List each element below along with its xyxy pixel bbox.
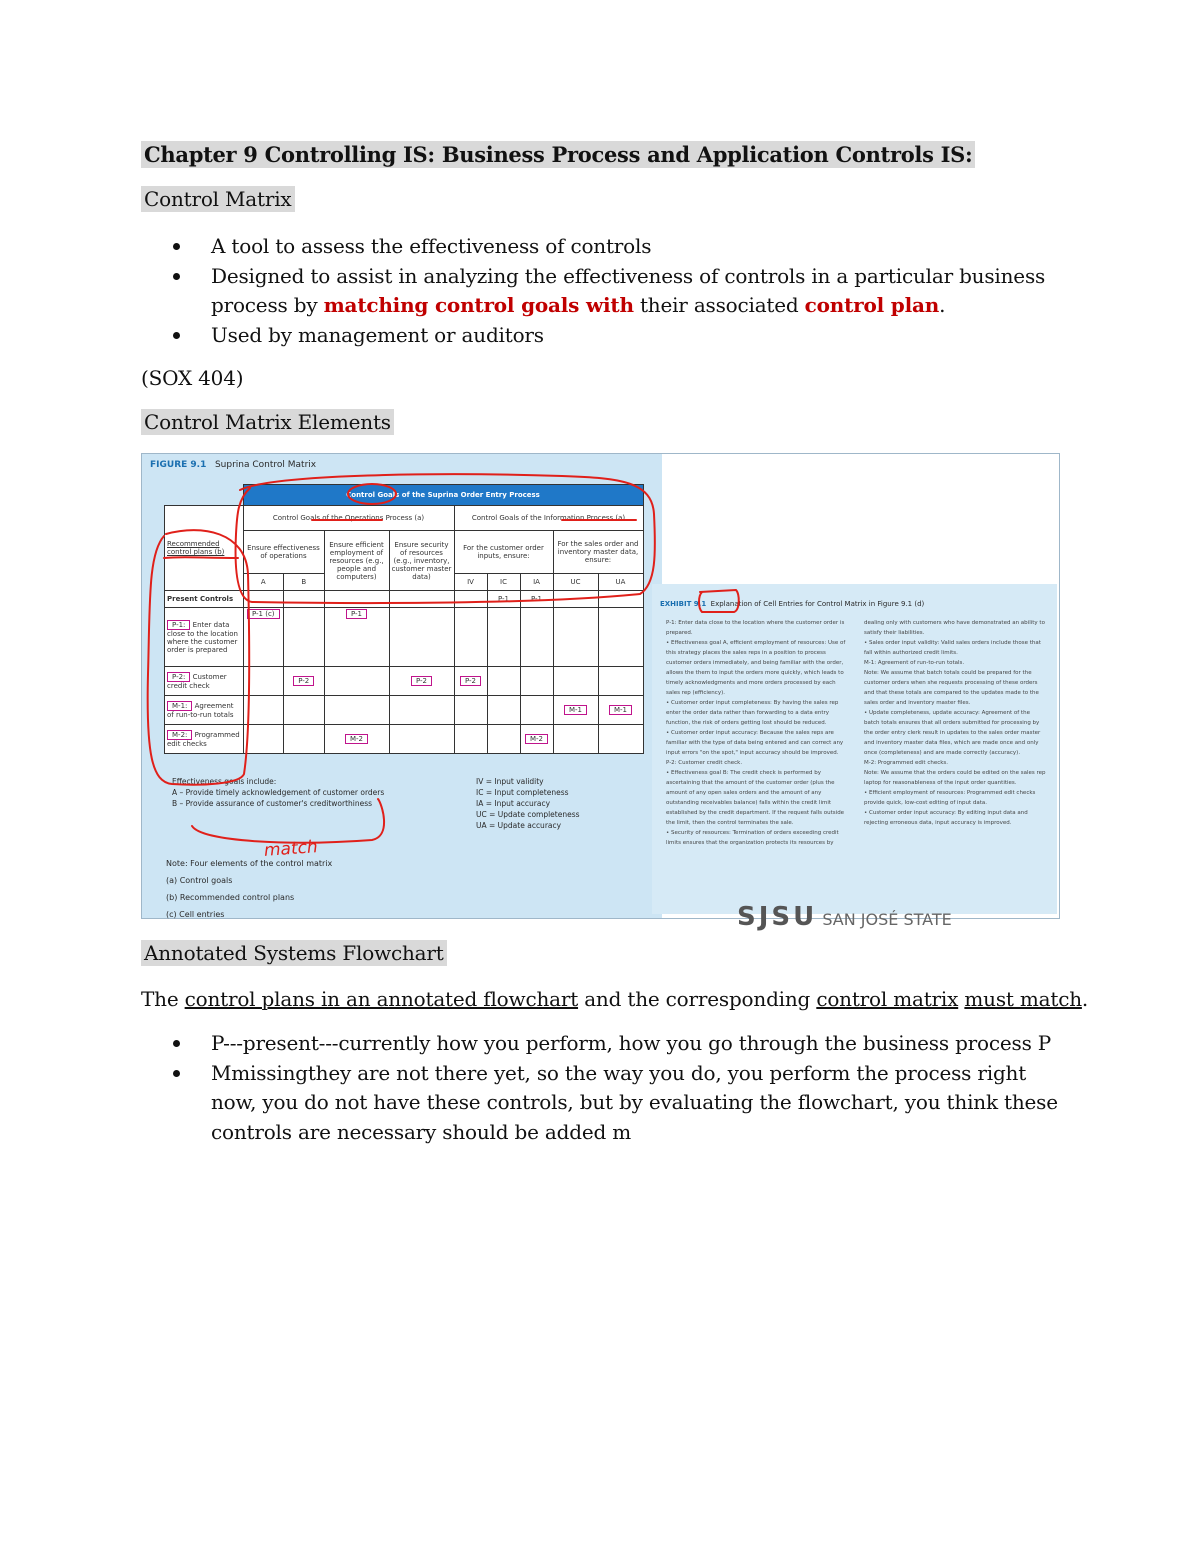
figure-title: FIGURE 9.1 Suprina Control Matrix: [150, 460, 317, 470]
recommended-underline: [164, 557, 238, 558]
flowchart-bullets: [170, 1029, 1070, 1147]
sjsu-watermark: SJSU SAN JOSÉ STATE: [737, 902, 952, 932]
list-item: Used by management or auditors: [170, 321, 1070, 351]
info-header: Control Goals of the Information Process (a): [454, 506, 643, 531]
table-row: P-2: Customer credit check: [165, 667, 244, 696]
table-row: M-2: Programmed edit checks: [165, 725, 244, 754]
flowchart-paragraph: The control plans in an annotated flowchart and the corresponding control matrix must match.: [141, 987, 1089, 1011]
exhibit-column-2: dealing only with customers who have demonstrated an ability to satisfy their liabilities. • Sales order input validity: Valid sales orders include those that fall within authorized credit limits. M-1: Agreement of run-to-run totals. Note: We assume that batch totals could be prepared for the customer orders when she requests processing of these orders and that these totals are compared to the updates made to the sales order and inventory master files. • Update completeness, update accuracy: Agreement of the batch totals ensures that all orders submitted for processing by the order entry clerk result in updates to the sales order master and inventory master data files, which are made once and only once (completeness) and are made correctly (accuracy). M-2: Programmed edit checks. Note: We assume that the orders could be edited on the sales rep laptop for reasonableness of the input order quantities. • Efficient employment of resources: Programmed edit checks provide quick, low-cost editing of input data. • Customer order input accuracy: By editing input data and rejecting erroneous data, input accuracy is improved.: [864, 620, 1046, 826]
exhibit-circle: [699, 590, 739, 612]
sox-note: (SOX 404): [141, 366, 244, 390]
list-item: Mmissingthey are not there yet, so the way you do, you perform the process right now, you do not have these controls, but by evaluating the flowchart, you think these controls are necessary should be added m: [170, 1059, 1070, 1148]
exhibit-title: EXHIBIT 9.1 Explanation of Cell Entries for Control Matrix in Figure 9.1 (d): [660, 600, 925, 608]
goals-circle: [348, 484, 396, 504]
figure-notes: Note: Four elements of the control matrix (a) Control goals (b) Recommended control plans (c) Cell entries: [166, 859, 333, 919]
recommended-plans-header: Recommended control plans (b): [165, 506, 244, 591]
list-item: Designed to assist in analyzing the effectiveness of controls in a particular business process by matching control goals with their associated control plan.: [170, 262, 1070, 321]
control-matrix-figure: [141, 453, 1060, 932]
chapter-heading: Chapter 9 Controlling IS: Business Process and Application Controls IS:: [141, 142, 975, 167]
plans-loop: [148, 530, 250, 785]
goals-header: Control Goals of the Suprina Order Entry Process: [243, 485, 643, 506]
list-item: P---present---currently how you perform, how you go through the business process P: [170, 1029, 1070, 1059]
list-item: A tool to assess the effectiveness of controls: [170, 232, 1070, 262]
section-title-control-matrix: Control Matrix: [141, 187, 295, 211]
legend-left: Effectiveness goals include: A – Provide timely acknowledgement of customer orders B – Provide assurance of customer's creditworthiness: [172, 777, 385, 808]
control-matrix-bullets: [170, 232, 1070, 350]
red-annotations: [142, 454, 1059, 918]
legend-right: IV = Input validity IC = Input completeness IA = Input accuracy UC = Update completeness UA = Update accuracy: [476, 777, 580, 830]
match-arc: [192, 799, 384, 843]
handwritten-match: match: [263, 837, 319, 861]
section-title-control-matrix-elements: Control Matrix Elements: [141, 410, 394, 434]
table-row: P-1: Enter data close to the location where the customer order is prepared: [165, 608, 244, 667]
exhibit-column-1: P-1: Enter data close to the location where the customer order is prepared. • Effectiveness goal A, efficient employment of resources: Use of this strategy places the sales reps in a position to process customer orders immediately, and being familiar with the order, allows the them to input the orders more quickly, which leads to timely acknowledgments and more orders processed by each sales rep (efficiency). • Customer order input completeness: By having the sales rep enter the order data rather than forwarding to a data entry function, the risk of orders getting lost should be reduced. • Customer order input accuracy: Because the sales reps are familiar with the type of data being entered and can correct any input errors "on the spot," input accuracy should be improved. P-2: Customer credit check. • Effectiveness goal B: The credit check is performed by ascertaining that the amount of the customer order (plus the amount of any open sales orders and the amount of any outstanding receivables balance) falls within the credit limit established by the credit department. If the request falls outside the limit, then the control terminates the sale. • Security of resources: Termination of orders exceeding credit limits ensures that the organization protects its resources by: [666, 620, 846, 846]
goals-loop: [236, 474, 655, 603]
table-row: M-1: Agreement of run-to-run totals: [165, 696, 244, 725]
control-matrix-table: Control Goals of the Suprina Order Entry Process Recommended control plans (b) Control Goals of the Operations Process (a) Control Goals of the Information Process (a) Ensure effectiveness of operations Ensure efficient employment of resources (e.g., people and computers) Ensure security of resources (e.g., inventory, customer master data) For the customer order inputs, ensure: For the sales order and inventory master data, ensure: A B IV IC IA UC UA Present Controls P-1 P-1 P-1: Enter data close to the location where the customer order is prepared P-1 (c) P-1 P-2: Customer credit check P-2 P-2 P-2 M-1: Agreement of run-to-run totals M-1 M-1 M-2: Programmed edit checks M-2 M-2: [164, 484, 644, 754]
ops-header: Control Goals of the Operations Process (a): [243, 506, 454, 531]
section-title-flowchart: Annotated Systems Flowchart: [141, 941, 447, 965]
